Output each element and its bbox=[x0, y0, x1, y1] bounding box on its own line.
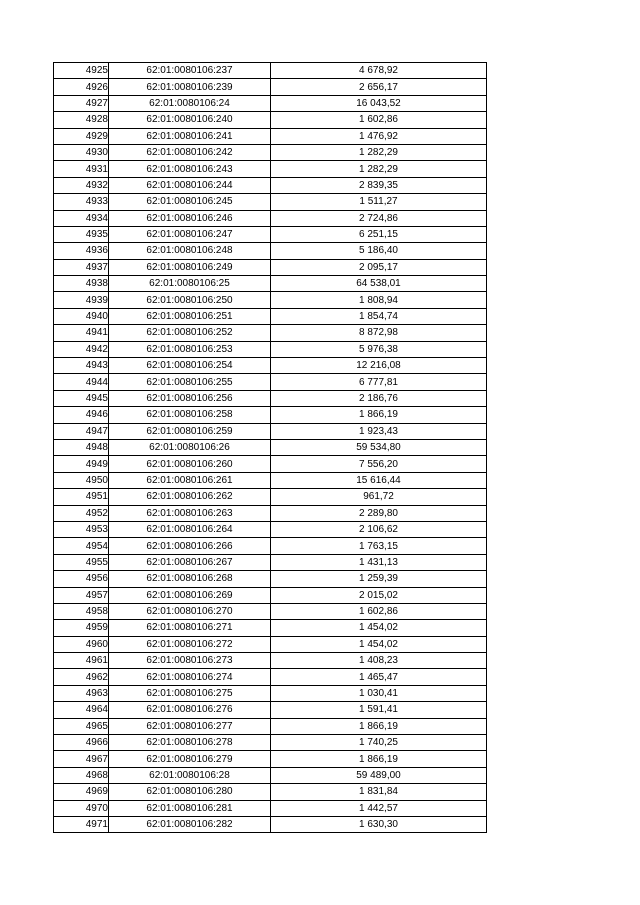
area-value-cell: 4 678,92 bbox=[271, 63, 487, 79]
area-value-cell: 2 289,80 bbox=[271, 505, 487, 521]
table-row bbox=[54, 489, 487, 505]
table-row bbox=[54, 128, 487, 144]
cadastral-number-cell: 62:01:0080106:261 bbox=[109, 472, 271, 488]
cadastral-number-cell: 62:01:0080106:26 bbox=[109, 439, 271, 455]
table-row bbox=[54, 669, 487, 685]
table-row bbox=[54, 456, 487, 472]
row-number-cell: 4955 bbox=[54, 554, 109, 570]
table-row bbox=[54, 390, 487, 406]
table-row bbox=[54, 521, 487, 537]
cadastral-number-cell: 62:01:0080106:278 bbox=[109, 735, 271, 751]
area-value-cell: 1 442,57 bbox=[271, 800, 487, 816]
row-number-cell: 4930 bbox=[54, 144, 109, 160]
table-row bbox=[54, 751, 487, 767]
cadastral-number-cell: 62:01:0080106:266 bbox=[109, 538, 271, 554]
row-number-cell: 4932 bbox=[54, 177, 109, 193]
table-row bbox=[54, 718, 487, 734]
row-number-cell: 4931 bbox=[54, 161, 109, 177]
area-value-cell: 59 534,80 bbox=[271, 439, 487, 455]
row-number-cell: 4947 bbox=[54, 423, 109, 439]
area-value-cell: 2 186,76 bbox=[271, 390, 487, 406]
area-value-cell: 1 866,19 bbox=[271, 718, 487, 734]
table-row bbox=[54, 144, 487, 160]
parcel-table-body bbox=[54, 63, 487, 833]
table-row bbox=[54, 505, 487, 521]
cadastral-number-cell: 62:01:0080106:237 bbox=[109, 63, 271, 79]
row-number-cell: 4960 bbox=[54, 636, 109, 652]
row-number-cell: 4959 bbox=[54, 620, 109, 636]
table-row bbox=[54, 735, 487, 751]
table-row bbox=[54, 325, 487, 341]
area-value-cell: 1 808,94 bbox=[271, 292, 487, 308]
area-value-cell: 1 763,15 bbox=[271, 538, 487, 554]
cadastral-number-cell: 62:01:0080106:259 bbox=[109, 423, 271, 439]
cadastral-number-cell: 62:01:0080106:254 bbox=[109, 358, 271, 374]
table-row bbox=[54, 243, 487, 259]
table-row bbox=[54, 423, 487, 439]
cadastral-number-cell: 62:01:0080106:277 bbox=[109, 718, 271, 734]
area-value-cell: 1 854,74 bbox=[271, 308, 487, 324]
cadastral-number-cell: 62:01:0080106:245 bbox=[109, 194, 271, 210]
table-row bbox=[54, 79, 487, 95]
row-number-cell: 4944 bbox=[54, 374, 109, 390]
area-value-cell: 2 656,17 bbox=[271, 79, 487, 95]
cadastral-number-cell: 62:01:0080106:262 bbox=[109, 489, 271, 505]
area-value-cell: 2 015,02 bbox=[271, 587, 487, 603]
area-value-cell: 1 431,13 bbox=[271, 554, 487, 570]
cadastral-number-cell: 62:01:0080106:28 bbox=[109, 767, 271, 783]
row-number-cell: 4950 bbox=[54, 472, 109, 488]
cadastral-number-cell: 62:01:0080106:246 bbox=[109, 210, 271, 226]
cadastral-number-cell: 62:01:0080106:255 bbox=[109, 374, 271, 390]
row-number-cell: 4951 bbox=[54, 489, 109, 505]
table-row bbox=[54, 603, 487, 619]
area-value-cell: 15 616,44 bbox=[271, 472, 487, 488]
cadastral-number-cell: 62:01:0080106:25 bbox=[109, 276, 271, 292]
row-number-cell: 4948 bbox=[54, 439, 109, 455]
table-row bbox=[54, 210, 487, 226]
cadastral-number-cell: 62:01:0080106:247 bbox=[109, 226, 271, 242]
cadastral-number-cell: 62:01:0080106:264 bbox=[109, 521, 271, 537]
row-number-cell: 4940 bbox=[54, 308, 109, 324]
cadastral-number-cell: 62:01:0080106:243 bbox=[109, 161, 271, 177]
cadastral-number-cell: 62:01:0080106:280 bbox=[109, 784, 271, 800]
row-number-cell: 4970 bbox=[54, 800, 109, 816]
table-row bbox=[54, 259, 487, 275]
row-number-cell: 4934 bbox=[54, 210, 109, 226]
row-number-cell: 4962 bbox=[54, 669, 109, 685]
table-row bbox=[54, 472, 487, 488]
cadastral-number-cell: 62:01:0080106:281 bbox=[109, 800, 271, 816]
area-value-cell: 1 740,25 bbox=[271, 735, 487, 751]
table-row bbox=[54, 407, 487, 423]
table-row bbox=[54, 95, 487, 111]
parcel-table bbox=[53, 62, 487, 833]
table-row bbox=[54, 816, 487, 832]
cadastral-number-cell: 62:01:0080106:252 bbox=[109, 325, 271, 341]
area-value-cell: 59 489,00 bbox=[271, 767, 487, 783]
row-number-cell: 4961 bbox=[54, 653, 109, 669]
cadastral-number-cell: 62:01:0080106:249 bbox=[109, 259, 271, 275]
area-value-cell: 1 030,41 bbox=[271, 685, 487, 701]
table-row bbox=[54, 341, 487, 357]
area-value-cell: 2 095,17 bbox=[271, 259, 487, 275]
row-number-cell: 4945 bbox=[54, 390, 109, 406]
row-number-cell: 4942 bbox=[54, 341, 109, 357]
cadastral-number-cell: 62:01:0080106:263 bbox=[109, 505, 271, 521]
row-number-cell: 4954 bbox=[54, 538, 109, 554]
area-value-cell: 6 777,81 bbox=[271, 374, 487, 390]
area-value-cell: 1 831,84 bbox=[271, 784, 487, 800]
cadastral-number-cell: 62:01:0080106:256 bbox=[109, 390, 271, 406]
row-number-cell: 4941 bbox=[54, 325, 109, 341]
area-value-cell: 5 186,40 bbox=[271, 243, 487, 259]
row-number-cell: 4958 bbox=[54, 603, 109, 619]
area-value-cell: 1 454,02 bbox=[271, 636, 487, 652]
row-number-cell: 4969 bbox=[54, 784, 109, 800]
row-number-cell: 4926 bbox=[54, 79, 109, 95]
row-number-cell: 4937 bbox=[54, 259, 109, 275]
table-row bbox=[54, 685, 487, 701]
table-row bbox=[54, 587, 487, 603]
area-value-cell: 16 043,52 bbox=[271, 95, 487, 111]
area-value-cell: 12 216,08 bbox=[271, 358, 487, 374]
cadastral-number-cell: 62:01:0080106:274 bbox=[109, 669, 271, 685]
table-row bbox=[54, 276, 487, 292]
row-number-cell: 4925 bbox=[54, 63, 109, 79]
cadastral-number-cell: 62:01:0080106:239 bbox=[109, 79, 271, 95]
cadastral-number-cell: 62:01:0080106:279 bbox=[109, 751, 271, 767]
row-number-cell: 4929 bbox=[54, 128, 109, 144]
area-value-cell: 1 511,27 bbox=[271, 194, 487, 210]
cadastral-number-cell: 62:01:0080106:240 bbox=[109, 112, 271, 128]
row-number-cell: 4935 bbox=[54, 226, 109, 242]
cadastral-number-cell: 62:01:0080106:282 bbox=[109, 816, 271, 832]
row-number-cell: 4939 bbox=[54, 292, 109, 308]
area-value-cell: 1 282,29 bbox=[271, 144, 487, 160]
row-number-cell: 4953 bbox=[54, 521, 109, 537]
area-value-cell: 2 106,62 bbox=[271, 521, 487, 537]
row-number-cell: 4957 bbox=[54, 587, 109, 603]
cadastral-number-cell: 62:01:0080106:268 bbox=[109, 571, 271, 587]
area-value-cell: 1 259,39 bbox=[271, 571, 487, 587]
table-row bbox=[54, 358, 487, 374]
table-row bbox=[54, 653, 487, 669]
table-row bbox=[54, 439, 487, 455]
area-value-cell: 1 602,86 bbox=[271, 112, 487, 128]
cadastral-number-cell: 62:01:0080106:258 bbox=[109, 407, 271, 423]
table-row bbox=[54, 784, 487, 800]
area-value-cell: 8 872,98 bbox=[271, 325, 487, 341]
cadastral-number-cell: 62:01:0080106:241 bbox=[109, 128, 271, 144]
row-number-cell: 4966 bbox=[54, 735, 109, 751]
table-row bbox=[54, 374, 487, 390]
cadastral-number-cell: 62:01:0080106:273 bbox=[109, 653, 271, 669]
table-row bbox=[54, 63, 487, 79]
row-number-cell: 4933 bbox=[54, 194, 109, 210]
row-number-cell: 4971 bbox=[54, 816, 109, 832]
cadastral-number-cell: 62:01:0080106:248 bbox=[109, 243, 271, 259]
cadastral-number-cell: 62:01:0080106:244 bbox=[109, 177, 271, 193]
cadastral-number-cell: 62:01:0080106:269 bbox=[109, 587, 271, 603]
row-number-cell: 4965 bbox=[54, 718, 109, 734]
cadastral-number-cell: 62:01:0080106:267 bbox=[109, 554, 271, 570]
row-number-cell: 4949 bbox=[54, 456, 109, 472]
area-value-cell: 1 630,30 bbox=[271, 816, 487, 832]
table-row bbox=[54, 308, 487, 324]
table-row bbox=[54, 194, 487, 210]
cadastral-number-cell: 62:01:0080106:272 bbox=[109, 636, 271, 652]
table-row bbox=[54, 538, 487, 554]
row-number-cell: 4936 bbox=[54, 243, 109, 259]
area-value-cell: 1 454,02 bbox=[271, 620, 487, 636]
row-number-cell: 4928 bbox=[54, 112, 109, 128]
row-number-cell: 4964 bbox=[54, 702, 109, 718]
row-number-cell: 4927 bbox=[54, 95, 109, 111]
area-value-cell: 7 556,20 bbox=[271, 456, 487, 472]
cadastral-number-cell: 62:01:0080106:260 bbox=[109, 456, 271, 472]
area-value-cell: 1 866,19 bbox=[271, 751, 487, 767]
table-row bbox=[54, 620, 487, 636]
row-number-cell: 4943 bbox=[54, 358, 109, 374]
table-row bbox=[54, 177, 487, 193]
row-number-cell: 4952 bbox=[54, 505, 109, 521]
area-value-cell: 1 408,23 bbox=[271, 653, 487, 669]
row-number-cell: 4938 bbox=[54, 276, 109, 292]
table-row bbox=[54, 112, 487, 128]
area-value-cell: 1 476,92 bbox=[271, 128, 487, 144]
table-row bbox=[54, 226, 487, 242]
table-row bbox=[54, 161, 487, 177]
cadastral-number-cell: 62:01:0080106:276 bbox=[109, 702, 271, 718]
cadastral-number-cell: 62:01:0080106:251 bbox=[109, 308, 271, 324]
area-value-cell: 2 839,35 bbox=[271, 177, 487, 193]
row-number-cell: 4963 bbox=[54, 685, 109, 701]
table-row bbox=[54, 800, 487, 816]
row-number-cell: 4956 bbox=[54, 571, 109, 587]
area-value-cell: 2 724,86 bbox=[271, 210, 487, 226]
cadastral-number-cell: 62:01:0080106:242 bbox=[109, 144, 271, 160]
table-row bbox=[54, 571, 487, 587]
cadastral-number-cell: 62:01:0080106:270 bbox=[109, 603, 271, 619]
table-row bbox=[54, 554, 487, 570]
row-number-cell: 4968 bbox=[54, 767, 109, 783]
cadastral-number-cell: 62:01:0080106:250 bbox=[109, 292, 271, 308]
table-row bbox=[54, 767, 487, 783]
area-value-cell: 5 976,38 bbox=[271, 341, 487, 357]
table-row bbox=[54, 636, 487, 652]
area-value-cell: 6 251,15 bbox=[271, 226, 487, 242]
table-row bbox=[54, 292, 487, 308]
area-value-cell: 1 866,19 bbox=[271, 407, 487, 423]
area-value-cell: 961,72 bbox=[271, 489, 487, 505]
cadastral-number-cell: 62:01:0080106:271 bbox=[109, 620, 271, 636]
row-number-cell: 4967 bbox=[54, 751, 109, 767]
area-value-cell: 64 538,01 bbox=[271, 276, 487, 292]
area-value-cell: 1 591,41 bbox=[271, 702, 487, 718]
cadastral-number-cell: 62:01:0080106:253 bbox=[109, 341, 271, 357]
row-number-cell: 4946 bbox=[54, 407, 109, 423]
cadastral-number-cell: 62:01:0080106:275 bbox=[109, 685, 271, 701]
area-value-cell: 1 602,86 bbox=[271, 603, 487, 619]
area-value-cell: 1 282,29 bbox=[271, 161, 487, 177]
cadastral-number-cell: 62:01:0080106:24 bbox=[109, 95, 271, 111]
table-row bbox=[54, 702, 487, 718]
area-value-cell: 1 465,47 bbox=[271, 669, 487, 685]
area-value-cell: 1 923,43 bbox=[271, 423, 487, 439]
